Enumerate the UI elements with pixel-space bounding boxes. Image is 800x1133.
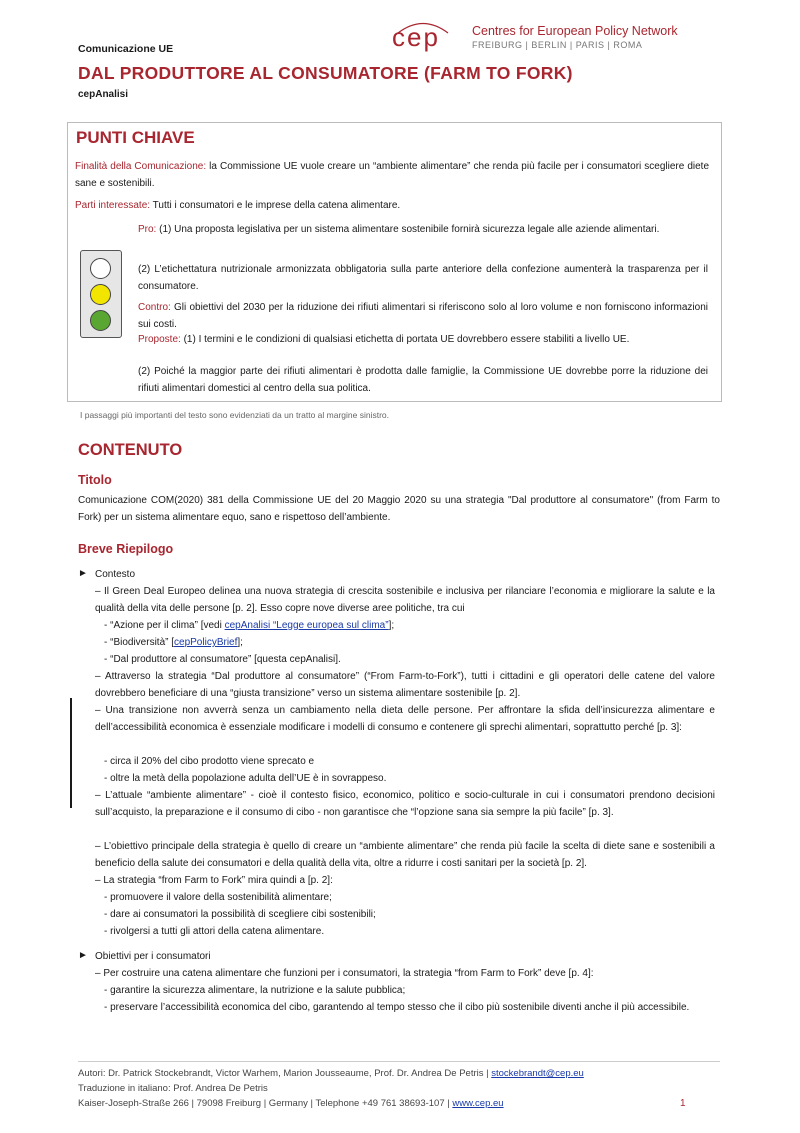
authors-text: Autori: Dr. Patrick Stockebrandt, Victor Warhem, Marion Jousseaume, Prof. Dr. Andrea De Petris | xyxy=(78,1068,492,1079)
pro-label: Pro: xyxy=(138,224,157,235)
titolo-text: Comunicazione COM(2020) 381 della Commissione UE del 20 Maggio 2020 su una strategia "Dal produttore al consumatore" (from Farm to Fork) per un sistema alimentare equo, sano e rispettoso dell’ambiente. xyxy=(78,495,720,523)
pro-2-text: (2) L’etichettatura nutrizionale armonizzata obbligatoria sulla parte anteriore della confezione aumenterà la trasparenza per il consumatore. xyxy=(138,264,708,292)
summary-heading: Breve Riepilogo xyxy=(78,542,174,556)
parties-label: Parti interessate: xyxy=(75,200,151,211)
contro-text: Gli obiettivi del 2030 per la riduzione dei rifiuti alimentari si riferiscono solo al loro volume e non forniscono informazioni sui costi. xyxy=(138,302,708,330)
highlight-note: I passaggi più importanti del testo sono evidenziati da un tratto al margine sinistro. xyxy=(80,410,390,420)
contesto-item-1: – Il Green Deal Europeo delinea una nuova strategia di crescita sostenibile e inclusiva per rilanciare l’economia e migliorare la salute e la qualità della vita delle persone [p. 2]. Esso copre nove diverse aree politiche, tra cui xyxy=(95,586,715,614)
contesto-item-3: – Una transizione non avverrà senza un cambiamento nella dieta delle persone. Per affrontare la sfida dell’insicurezza alimentare e dell’accessibilità economica è essenziale modificare i modelli di consumo e contenere gli sprechi alimentari, soprattutto perché [p. 3]: xyxy=(95,705,715,733)
contesto-item-6c: - rivolgersi a tutti gli attori della catena alimentare. xyxy=(104,926,325,937)
network-name: Centres for European Policy Network xyxy=(472,24,678,38)
pro-2-paragraph xyxy=(138,261,708,295)
page-title: DAL PRODUTTORE AL CONSUMATORE (FARM TO FORK) xyxy=(78,63,573,83)
contesto-item-5: – L’obiettivo principale della strategia è quello di creare un “ambiente alimentare” che renda più facile la scelta di diete sane e sostenibili a beneficio della salute dei consumatori e della qualità della vita, oltre a ridurre i costi sanitari per la società [p. 2]. xyxy=(95,841,715,869)
contro-label: Contro: xyxy=(138,302,171,313)
network-cities: FREIBURG | BERLIN | PARIS | ROMA xyxy=(472,40,643,50)
proposte-2-text: (2) Poiché la maggior parte dei rifiuti alimentari è prodotta dalle famiglie, la Commissione UE dovrebbe porre la riduzione dei rifiuti alimentari domestici al centro della sua politica. xyxy=(138,366,708,394)
page-number: 1 xyxy=(680,1098,686,1109)
parties-text: Tutti i consumatori e le imprese della catena alimentare. xyxy=(152,200,401,211)
traffic-light-lamp-green xyxy=(90,310,111,331)
purpose-label: Finalità della Comunicazione: xyxy=(75,161,207,172)
proposte-label: Proposte: xyxy=(138,334,181,345)
page-subtitle: cepAnalisi xyxy=(78,89,129,100)
c1a-pre: - “Azione per il clima” [vedi xyxy=(104,620,225,631)
contesto-item-1a xyxy=(104,617,394,634)
traffic-light-lamp-white xyxy=(90,258,111,279)
pro-1-text: (1) Una proposta legislativa per un sistema alimentare sostenibile fornirà sicurezza legale alle aziende alimentari. xyxy=(159,224,660,235)
cep-logo xyxy=(392,20,692,60)
website-link[interactable]: www.cep.eu xyxy=(452,1098,504,1109)
key-points-heading: PUNTI CHIAVE xyxy=(76,128,195,147)
contesto-item-2: – Attraverso la strategia “Dal produttore al consumatore” (“From Farm-to-Fork”), tutti i cittadini e gli operatori delle catene del valore dovrebbero beneficiare di una “giusta transizione” verso un sistema alimentare sostenibile [p. 2]. xyxy=(95,671,715,699)
footer-divider xyxy=(78,1061,720,1062)
logo-text: cep xyxy=(392,22,440,52)
key-points-box xyxy=(67,122,722,402)
traffic-light-lamp-yellow xyxy=(90,284,111,305)
proposte-1-text: (1) I termini e le condizioni di qualsiasi etichetta di portata UE dovrebbero essere stabiliti a livello UE. xyxy=(183,334,630,345)
proposte-1-paragraph xyxy=(138,331,708,348)
contro-paragraph xyxy=(138,299,708,333)
document-type: Comunicazione UE xyxy=(78,43,174,55)
content-heading: CONTENUTO xyxy=(78,441,183,459)
margin-highlight-mark xyxy=(70,698,72,808)
author-email-link[interactable]: stockebrandt@cep.eu xyxy=(491,1068,584,1079)
contesto-item-4: – L’attuale “ambiente alimentare” - cioè il contesto fisico, economico, politico e socio-culturale in cui i consumatori prendono decisioni sull’acquisto, la preparazione e il consumo di cibo - non garantisce che “l’opzione sana sia sempre la più facile” [p. 3]. xyxy=(95,790,715,818)
policy-brief-link[interactable]: cepPolicyBrief xyxy=(174,637,238,648)
obiettivi-item-1: – Per costruire una catena alimentare che funzioni per i consumatori, la strategia “from Farm to Fork” deve [p. 4]: xyxy=(95,968,594,979)
purpose-text: la Commissione UE vuole creare un “ambiente alimentare” che renda più facile per i consumatori scegliere diete sane e sostenibili. xyxy=(75,161,710,189)
footer-authors xyxy=(78,1068,584,1079)
c1b-post: ]; xyxy=(237,637,243,648)
obiettivi-item-1a: - garantire la sicurezza alimentare, la nutrizione e la salute pubblica; xyxy=(104,985,406,996)
bullet-arrow-icon: ► xyxy=(78,568,88,579)
c1a-post: ]; xyxy=(388,620,395,631)
contesto-item-6a: - promuovere il valore della sostenibilità alimentare; xyxy=(104,892,332,903)
footer-translation: Traduzione in italiano: Prof. Andrea De Petris xyxy=(78,1083,268,1094)
address-text: Kaiser-Joseph-Straße 266 | 79098 Freiburg | Germany | Telephone +49 761 38693-107 | xyxy=(78,1098,453,1109)
purpose-paragraph xyxy=(75,158,709,192)
traffic-light-icon xyxy=(80,250,122,338)
contesto-item-6: – La strategia “from Farm to Fork” mira quindi a [p. 2]: xyxy=(95,875,333,886)
contesto-item-6b: - dare ai consumatori la possibilità di scegliere cibi sostenibili; xyxy=(104,909,376,920)
titolo-heading: Titolo xyxy=(78,473,112,487)
footer-address xyxy=(78,1098,504,1109)
contesto-item-1b xyxy=(104,634,243,651)
proposte-2-paragraph xyxy=(138,363,708,397)
contesto-item-3b: - oltre la metà della popolazione adulta dell’UE è in sovrappeso. xyxy=(104,773,387,784)
climate-law-link[interactable]: cepAnalisi “Legge europea sul clima” xyxy=(224,620,389,631)
contesto-heading: Contesto xyxy=(95,569,136,580)
c1b-pre: - “Biodiversità” [ xyxy=(104,637,175,648)
bullet-arrow-icon: ► xyxy=(78,950,88,961)
obiettivi-heading: Obiettivi per i consumatori xyxy=(95,951,211,962)
contesto-item-3a: - circa il 20% del cibo prodotto viene sprecato e xyxy=(104,756,315,767)
pro-1-paragraph xyxy=(138,221,708,238)
contesto-item-1c: - “Dal produttore al consumatore” [questa cepAnalisi]. xyxy=(104,654,341,665)
obiettivi-item-1b: - preservare l’accessibilità economica del cibo, garantendo al tempo stesso che il cibo più sostenibile diventi anche il più accessibile. xyxy=(104,1002,690,1013)
parties-paragraph xyxy=(75,197,709,214)
